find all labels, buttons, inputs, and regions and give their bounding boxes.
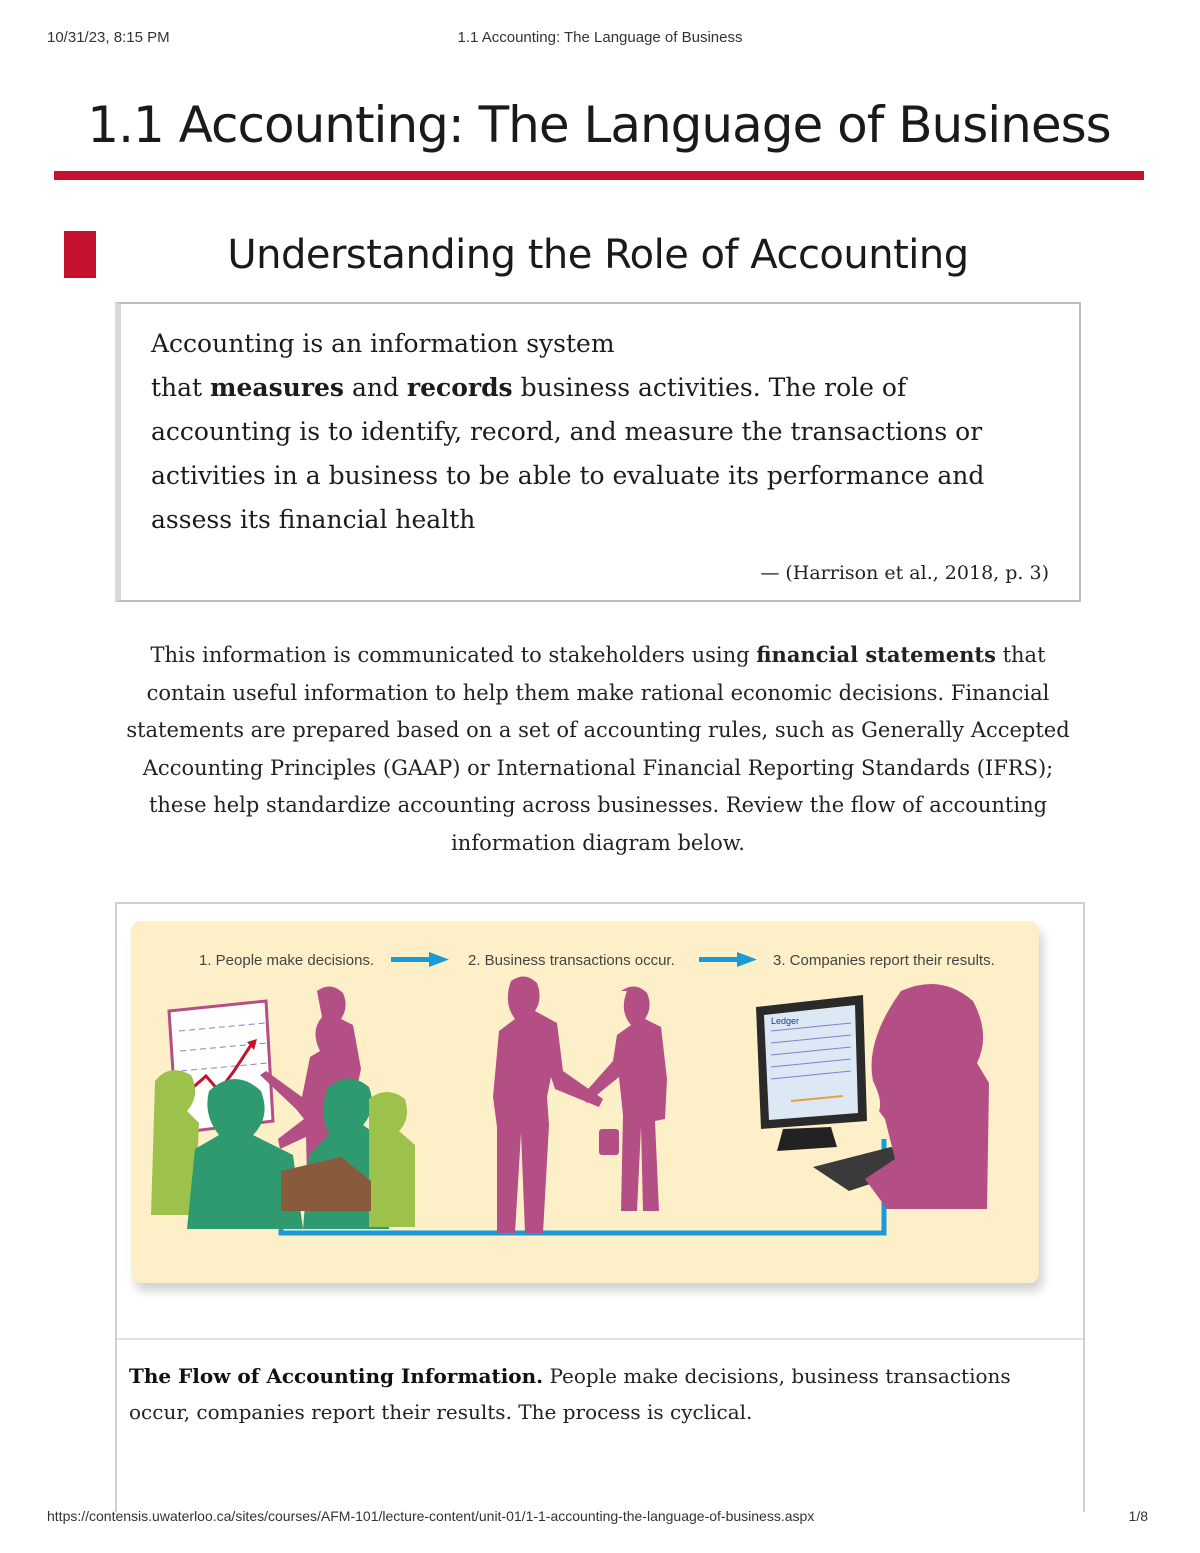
print-url: https://contensis.uwaterloo.ca/sites/courses/AFM-101/lecture-content/unit-01/1-1-accounting-the-language-of-business.aspx: [47, 1508, 815, 1524]
blockquote: [115, 302, 1081, 602]
quote-text: [151, 322, 1051, 542]
arrow-right-icon: [391, 952, 449, 967]
caption-text: People make decisions, business transactions occur, companies report their results. The process is cyclical.: [129, 1364, 1011, 1424]
step-label-3: 3. Companies report their results.: [773, 952, 995, 969]
title-rule: [54, 171, 1144, 180]
computer-worker-illustration: [756, 984, 989, 1209]
print-page-title: 1.1 Accounting: The Language of Business: [457, 29, 743, 46]
presentation-scene-illustration: [151, 986, 415, 1229]
accounting-flow-diagram: [131, 921, 1039, 1283]
arrow-right-icon: [699, 952, 757, 967]
quote-fragment: that: [151, 373, 211, 402]
page-title: 1.1 Accounting: The Language of Business: [87, 96, 1111, 154]
body-paragraph: [115, 636, 1081, 862]
quote-bold-measures: measures: [210, 373, 345, 402]
body-fragment: that contain useful information to help them make rational economic decisions. Financial statements are prepared based on a set of accounting rules, such as Generally Accepted Accounting Principles (GAAP) or International Financial Reporting Standards (IFRS); these help standardize accounting across businesses. Review the flow of accounting information diagram below.: [126, 643, 1070, 855]
diagram-svg: [131, 921, 1039, 1283]
print-datetime: 10/31/23, 8:15 PM: [47, 29, 170, 46]
step-label-2: 2. Business transactions occur.: [468, 952, 675, 969]
figure-caption: [129, 1358, 1069, 1430]
caption-title: The Flow of Accounting Information.: [129, 1364, 544, 1388]
section-heading: Understanding the Role of Accounting: [227, 232, 969, 278]
body-fragment: This information is communicated to stakeholders using: [150, 643, 757, 667]
section-marker: [64, 231, 96, 278]
quote-fragment: and: [344, 373, 407, 402]
quote-fragment: business activities. The role of accounting is to identify, record, and measure the transactions or activities in a business to be able to evaluate its performance and assess its financial health: [151, 373, 985, 534]
handshake-illustration: [493, 976, 667, 1233]
figure-divider: [117, 1338, 1083, 1340]
figure: [115, 902, 1085, 1512]
screen-title: Ledger: [771, 1016, 800, 1026]
quote-bold-records: records: [406, 373, 513, 402]
quote-line-1: Accounting is an information system: [151, 329, 615, 358]
quote-citation: — (Harrison et al., 2018, p. 3): [760, 562, 1049, 584]
quote-body: [151, 366, 1051, 542]
page-number: 1/8: [1128, 1508, 1148, 1524]
step-label-1: 1. People make decisions.: [199, 952, 375, 969]
body-bold-financial-statements: financial statements: [756, 642, 996, 667]
